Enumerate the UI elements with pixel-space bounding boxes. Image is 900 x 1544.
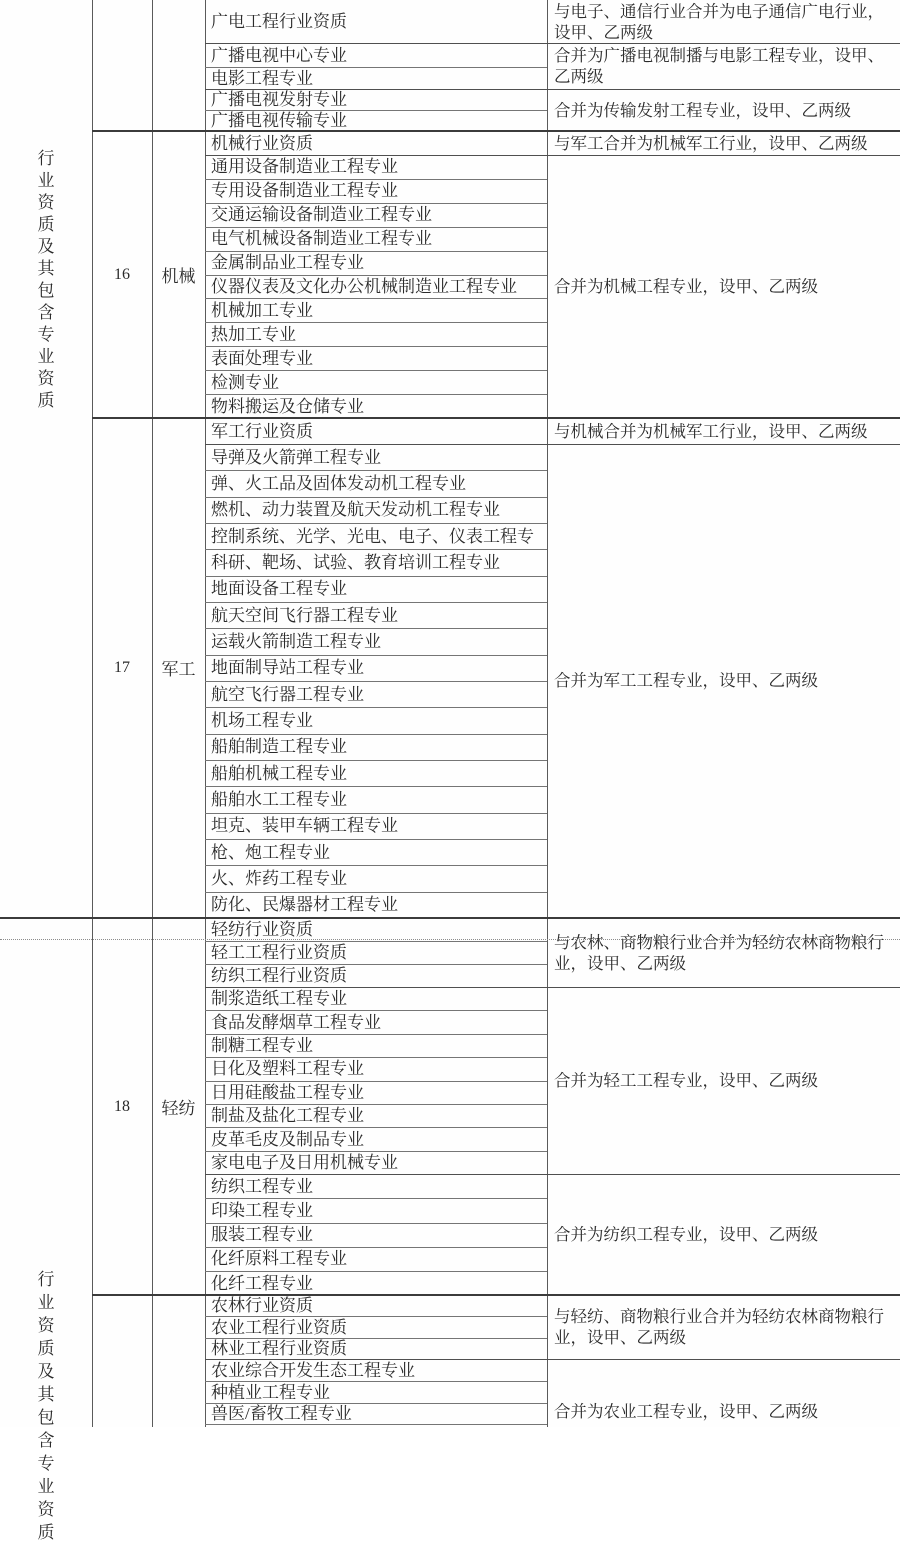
- specialty-cell: 火、炸药工程专业: [211, 868, 347, 888]
- merge-note-cell: 合并为军工工程专业，设甲、乙两级: [554, 671, 818, 691]
- specialty-cell: 防化、民爆器材工程专业: [211, 895, 398, 915]
- specialty-cell: 枪、炮工程专业: [211, 842, 330, 862]
- specialty-cell: 热加工专业: [211, 324, 296, 344]
- row-group-label-char: 其: [37, 1385, 55, 1404]
- section-number-cell: 16: [114, 265, 130, 283]
- merge-note-cell: 合并为传输发射工程专业，设甲、乙两级: [554, 100, 851, 120]
- section-number-cell: 18: [114, 1097, 130, 1115]
- specialty-cell: 金属制品业工程专业: [211, 253, 364, 273]
- merge-note-cell: 合并为纺织工程专业，设甲、乙两级: [554, 1225, 818, 1245]
- row-group-label-char: 行: [37, 1270, 55, 1289]
- specialty-cell: 军工行业资质: [211, 421, 313, 441]
- specialty-cell: 化纤工程专业: [211, 1273, 313, 1293]
- specialty-cell: 机场工程专业: [211, 710, 313, 730]
- row-group-label-char: 业: [37, 1477, 55, 1496]
- specialty-cell: 制盐及盐化工程专业: [211, 1106, 364, 1126]
- specialty-cell: 广播电视传输专业: [211, 111, 347, 130]
- merge-note-cell: 合并为轻工工程专业，设甲、乙两级: [554, 1071, 818, 1091]
- specialty-cell: 船舶制造工程专业: [211, 737, 347, 757]
- row-group-label-char: 专: [37, 1454, 55, 1473]
- specialty-cell: 坦克、装甲车辆工程专业: [211, 816, 398, 836]
- row-group-label-char: 含: [37, 1431, 55, 1450]
- section-category-cell: [152, 1295, 205, 1427]
- row-group-label-char: 包: [37, 1408, 55, 1427]
- specialty-cell: 日化及塑料工程专业: [211, 1059, 364, 1079]
- specialty-cell: 服装工程专业: [211, 1225, 313, 1245]
- row-group-label-char: 业: [37, 171, 55, 190]
- specialty-cell: 家电电子及日用机械专业: [211, 1152, 398, 1172]
- row-group-label-char: 及: [37, 237, 55, 256]
- specialty-cell: 交通运输设备制造业工程专业: [211, 205, 432, 225]
- merge-note-cell: 与轻纺、商物粮行业合并为轻纺农林商物粮行业，设甲、乙两级: [554, 1307, 884, 1347]
- row-group-vertical-label: [0, 1268, 92, 1544]
- specialty-cell: 日用硅酸盐工程专业: [211, 1082, 364, 1102]
- merge-note-cell: 与机械合并为机械军工行业，设甲、乙两级: [554, 421, 868, 441]
- specialty-cell: 燃机、动力装置及航天发动机工程专业: [211, 500, 500, 520]
- specialty-cell: 农林行业资质: [211, 1296, 313, 1315]
- row-group-label-char: 其: [37, 259, 55, 278]
- specialty-cell: 纺织工程专业: [211, 1176, 313, 1196]
- specialty-cell: 运载火箭制造工程专业: [211, 631, 381, 651]
- row-group-label-char: 含: [37, 303, 55, 322]
- specialty-cell: 广播电视发射专业: [211, 90, 347, 109]
- specialty-cell: 控制系统、光学、光电、电子、仪表工程专: [211, 526, 534, 546]
- specialty-cell: 船舶水工工程专业: [211, 789, 347, 809]
- specialty-cell: 科研、靶场、试验、教育培训工程专业: [211, 552, 500, 572]
- section-number-cell: [92, 0, 152, 131]
- merge-note-cell: 与军工合并为机械军工行业，设甲、乙两级: [554, 133, 868, 153]
- specialty-cell: 轻纺行业资质: [211, 920, 313, 939]
- specialty-cell: [205, 1424, 547, 1464]
- page-break-dotted-line: [0, 939, 900, 940]
- specialty-cell: 表面处理专业: [211, 348, 313, 368]
- specialty-cell: 农业综合开发生态工程专业: [211, 1360, 415, 1380]
- specialty-cell: 地面设备工程专业: [211, 579, 347, 599]
- merge-note-cell: 合并为农业工程专业，设甲、乙两级: [554, 1402, 818, 1421]
- specialty-cell: 物料搬运及仓储专业: [211, 396, 364, 416]
- row-group-label-char: 资: [37, 1316, 55, 1335]
- row-group-label-char: 质: [37, 215, 55, 234]
- specialty-cell: 兽医/畜牧工程专业: [211, 1404, 352, 1423]
- section-category-cell: 轻纺: [161, 1099, 196, 1119]
- merge-note-cell: 与农林、商物粮行业合并为轻纺农林商物粮行业，设甲、乙两级: [554, 932, 884, 973]
- specialty-cell: 导弹及火箭弹工程专业: [211, 447, 381, 467]
- specialty-cell: 化纤原料工程专业: [211, 1249, 347, 1269]
- specialty-cell: 纺织工程行业资质: [211, 966, 347, 985]
- specialty-cell: 检测专业: [211, 372, 279, 392]
- specialty-cell: 地面制导站工程专业: [211, 658, 364, 678]
- section-category-cell: 机械: [161, 267, 196, 286]
- row-group-label-char: 质: [37, 391, 55, 410]
- specialty-cell: 电气机械设备制造业工程专业: [211, 229, 432, 249]
- specialty-cell: 农业工程行业资质: [211, 1317, 347, 1337]
- specialty-cell: 机械加工专业: [211, 300, 313, 320]
- specialty-cell: 种植业工程专业: [211, 1382, 330, 1402]
- row-group-label-char: 资: [37, 1500, 55, 1519]
- row-group-label-char: 及: [37, 1362, 55, 1381]
- row-group-label-char: 专: [37, 325, 55, 344]
- merge-note-cell: 合并为机械工程专业，设甲、乙两级: [554, 277, 818, 296]
- row-group-label-char: 资: [37, 193, 55, 212]
- row-group-label-char: 业: [37, 1293, 55, 1312]
- specialty-cell: 制浆造纸工程专业: [211, 989, 347, 1009]
- row-group-label-char: 资: [37, 369, 55, 388]
- specialty-cell: 广播电视中心专业: [211, 45, 347, 65]
- specialty-cell: 船舶机械工程专业: [211, 763, 347, 783]
- row-group-label-char: 质: [37, 1339, 55, 1358]
- merge-note-cell: 与电子、通信行业合并为电子通信广电行业，设甲、乙两级: [554, 1, 884, 42]
- specialty-cell: 航空飞行器工程专业: [211, 684, 364, 704]
- row-group-label-char: 质: [37, 1523, 55, 1542]
- specialty-cell: 专用设备制造业工程专业: [211, 181, 398, 201]
- section-category-cell: [152, 0, 205, 131]
- specialty-cell: 皮革毛皮及制品专业: [211, 1129, 364, 1149]
- row-group-vertical-label: [0, 148, 92, 412]
- specialty-cell: 仪器仪表及文化办公机械制造业工程专业: [211, 277, 517, 296]
- specialty-cell: 食品发酵烟草工程专业: [211, 1012, 381, 1032]
- merge-note-cell: 合并为广播电视制播与电影工程专业，设甲、乙两级: [554, 46, 884, 86]
- section-number-cell: [92, 1295, 152, 1427]
- row-group-label-char: 业: [37, 347, 55, 366]
- specialty-cell: 航天空间飞行器工程专业: [211, 605, 398, 625]
- section-category-cell: 军工: [161, 660, 196, 680]
- specialty-cell: 弹、火工品及固体发动机工程专业: [211, 473, 466, 493]
- specialty-cell: 轻工工程行业资质: [211, 943, 347, 962]
- row-group-label-char: 包: [37, 281, 55, 300]
- specialty-cell: 印染工程专业: [211, 1200, 313, 1220]
- section-number-cell: 17: [114, 658, 130, 676]
- specialty-cell: 林业工程行业资质: [211, 1339, 347, 1358]
- specialty-cell: 电影工程专业: [211, 68, 313, 88]
- specialty-cell: 通用设备制造业工程专业: [211, 157, 398, 177]
- row-group-label-char: 行: [37, 149, 55, 168]
- specialty-cell: 广电工程行业资质: [211, 12, 347, 31]
- specialty-cell: 制糖工程专业: [211, 1035, 313, 1055]
- specialty-cell: 机械行业资质: [211, 133, 313, 153]
